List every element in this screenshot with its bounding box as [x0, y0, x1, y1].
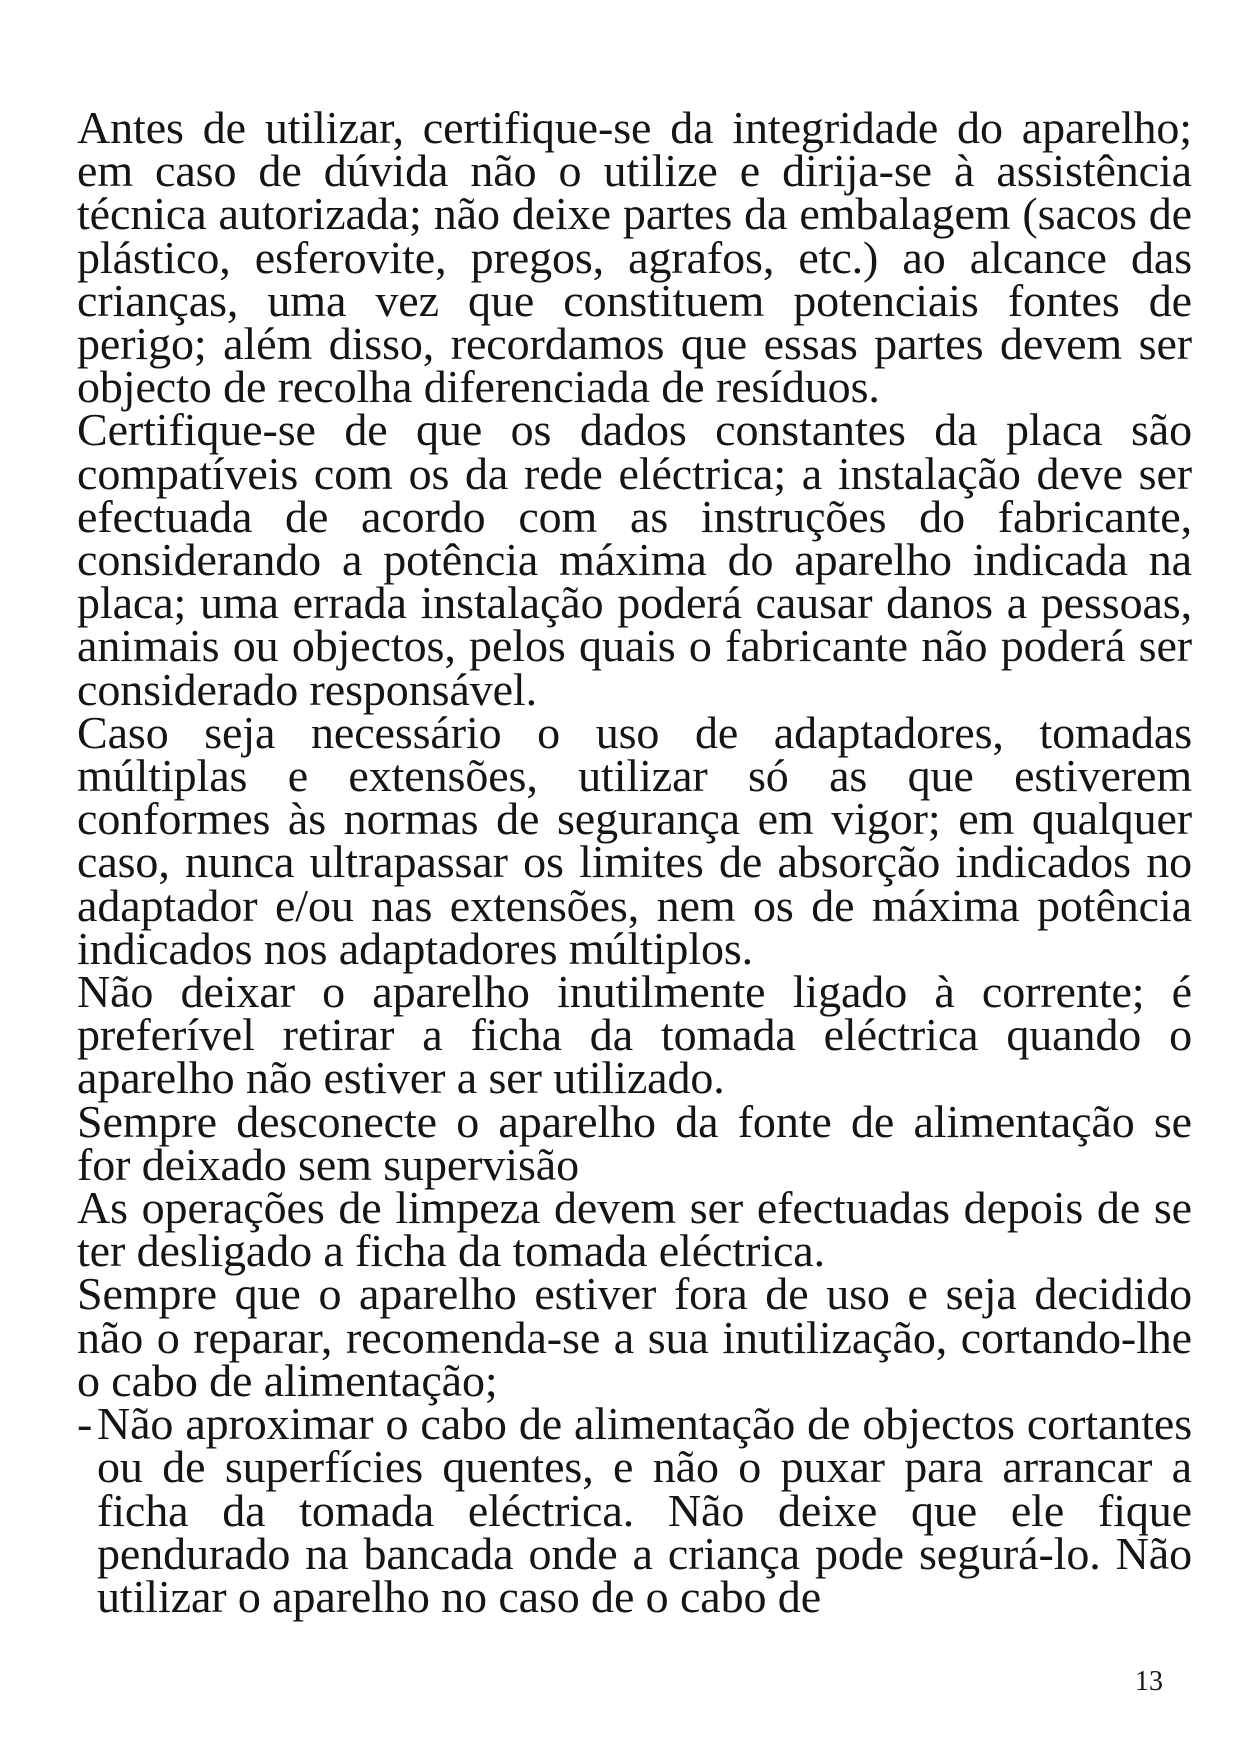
- paragraph-unsupervised: Sempre desconecte o aparelho da fonte de alimentação se for deixado sem supervisão: [77, 1095, 1192, 1190]
- page-number: 13: [1135, 1666, 1163, 1697]
- list-item-text: Não aproximar o cabo de alimentação de objectos cortantes ou de superfícies quentes, e não o puxar para arrancar a ficha da tomada eléctrica. Não deixe que ele fique pendurado na bancada onde a criança pode segurá-lo. Não utilizar o aparelho no caso de o cabo de: [97, 1398, 1192, 1622]
- warning-list: [77, 1398, 1192, 1622]
- paragraph-installation: Certifique-se de que os dados constantes da placa são compatíveis com os da rede eléctrica; a instalação deve ser efectuada de acordo com as instruções do fabricante, considerando a potência máxima do aparelho indicada na placa; uma errada instalação poderá causar danos a pessoas, animais ou objectos, pelos quais o fabricante não poderá ser considerado responsável.: [77, 404, 1192, 715]
- document-body: [77, 102, 1192, 1622]
- list-item: [77, 1398, 1192, 1622]
- paragraph-unplug-when-unused: Não deixar o aparelho inutilmente ligado à corrente; é preferível retirar a ficha da tomada eléctrica quando o aparelho não estiver a ser utilizado.: [77, 966, 1192, 1104]
- paragraph-packaging-safety: Antes de utilizar, certifique-se da integridade do aparelho; em caso de dúvida não o utilize e dirija-se à assistência técnica autorizada; não deixe partes da embalagem (sacos de plástico, esferovite, pregos, agrafos, etc.) ao alcance das crianças, uma vez que constituem potenciais fontes de perigo; além disso, recordamos que essas partes devem ser objecto de recolha diferenciada de resíduos.: [77, 102, 1192, 413]
- paragraph-adapters: Caso seja necessário o uso de adaptadores, tomadas múltiplas e extensões, utilizar só as que estiverem conformes às normas de segurança em vigor; em qualquer caso, nunca ultrapassar os limites de absorção indicados no adaptador e/ou nas extensões, nem os de máxima potência indicados nos adaptadores múltiplos.: [77, 706, 1192, 974]
- paragraph-disposal: Sempre que o aparelho estiver fora de uso e seja decidido não o reparar, recomenda-se a sua inutilização, cortando-lhe o cabo de alimentação;: [77, 1268, 1192, 1406]
- list-dash-marker: -: [77, 1398, 93, 1450]
- paragraph-cleaning: As operações de limpeza devem ser efectuadas depois de se ter desligado a ficha da tomada eléctrica.: [77, 1182, 1192, 1277]
